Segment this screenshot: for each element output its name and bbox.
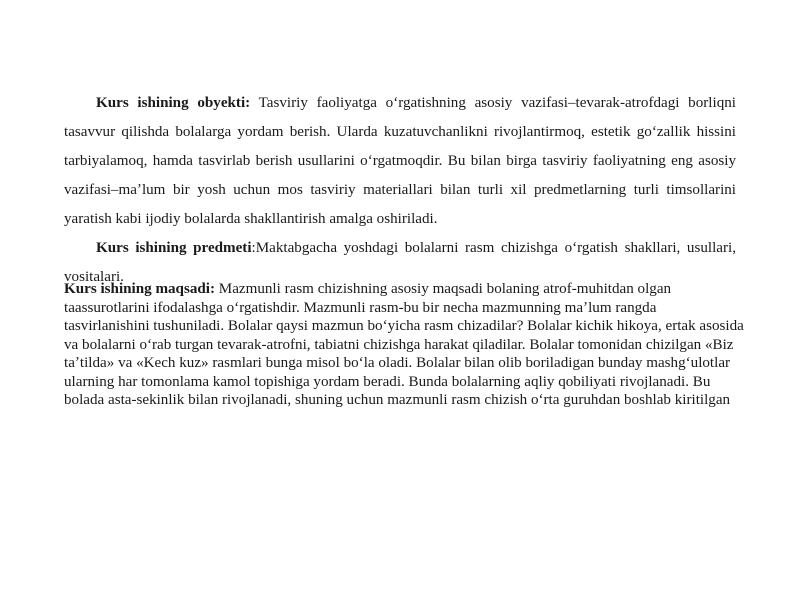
paragraph-course-object (64, 89, 736, 234)
course-object-text: Tasviriy faoliyatga oʻrgatishning asosiy vazifasi–tevarak-atrofdagi borliqni tasavvur qilishda bolalarga yordam berish. Ularda kuzatuvchanlikni rivojlantirmoq, estetik goʻzallik hissini tarbiyalamoq, hamda tasvirlab berish usullarini oʻrgatmoqdir. Bu bilan birga tasviriy faoliyatning eng asosiy vazifasi–maʼlum bir yosh uchun mos tasviriy materiallari bilan turli xil predmetlarning turli timsollarini yaratish kabi ijodiy bolalarda shakllantirish amalga oshiriladi. (64, 95, 736, 227)
course-object-heading: Kurs ishining obyekti: (96, 95, 251, 111)
paragraph-course-goal (64, 280, 744, 410)
course-subject-heading: Kurs ishining predmeti (96, 240, 252, 256)
course-goal-heading: Kurs ishining maqsadi: (64, 281, 215, 297)
course-goal-text: Mazmunli rasm chizishning asosiy maqsadi bolaning atrof-muhitdan olgan taassurotlarini ifodalashga oʻrgatishdir. Mazmunli rasm-bu bir necha mazmunning maʼlum rangda tasvirlanishini tushuniladi. Bolalar qaysi mazmun boʻyicha rasm chizadilar? Bolalar kichik hikoya, ertak asosida va bolalarni oʻrab turgan tevarak-atrofni, tabiatni chizishga harakat qiladilar. Bolalar tomonidan chizilgan «Biz taʼtilda» va «Kech kuz» rasmlari bunga misol boʻla oladi. Bolalar bilan olib boriladigan bunday mashgʻulotlar ularning har tomonlama kamol topishiga yordam beradi. Bunda bolalarning aqliy qobiliyati rivojlanadi. Bu bolada asta-sekinlik bilan rivojlanadi, shuning uchun mazmunli rasm chizish oʻrta guruhdan boshlab kiritilgan (64, 281, 744, 408)
course-subject-text: :Maktabgacha yoshdagi bolalarni rasm chizishga oʻrgatish shakllari, usullari, vositalari. (64, 240, 736, 285)
